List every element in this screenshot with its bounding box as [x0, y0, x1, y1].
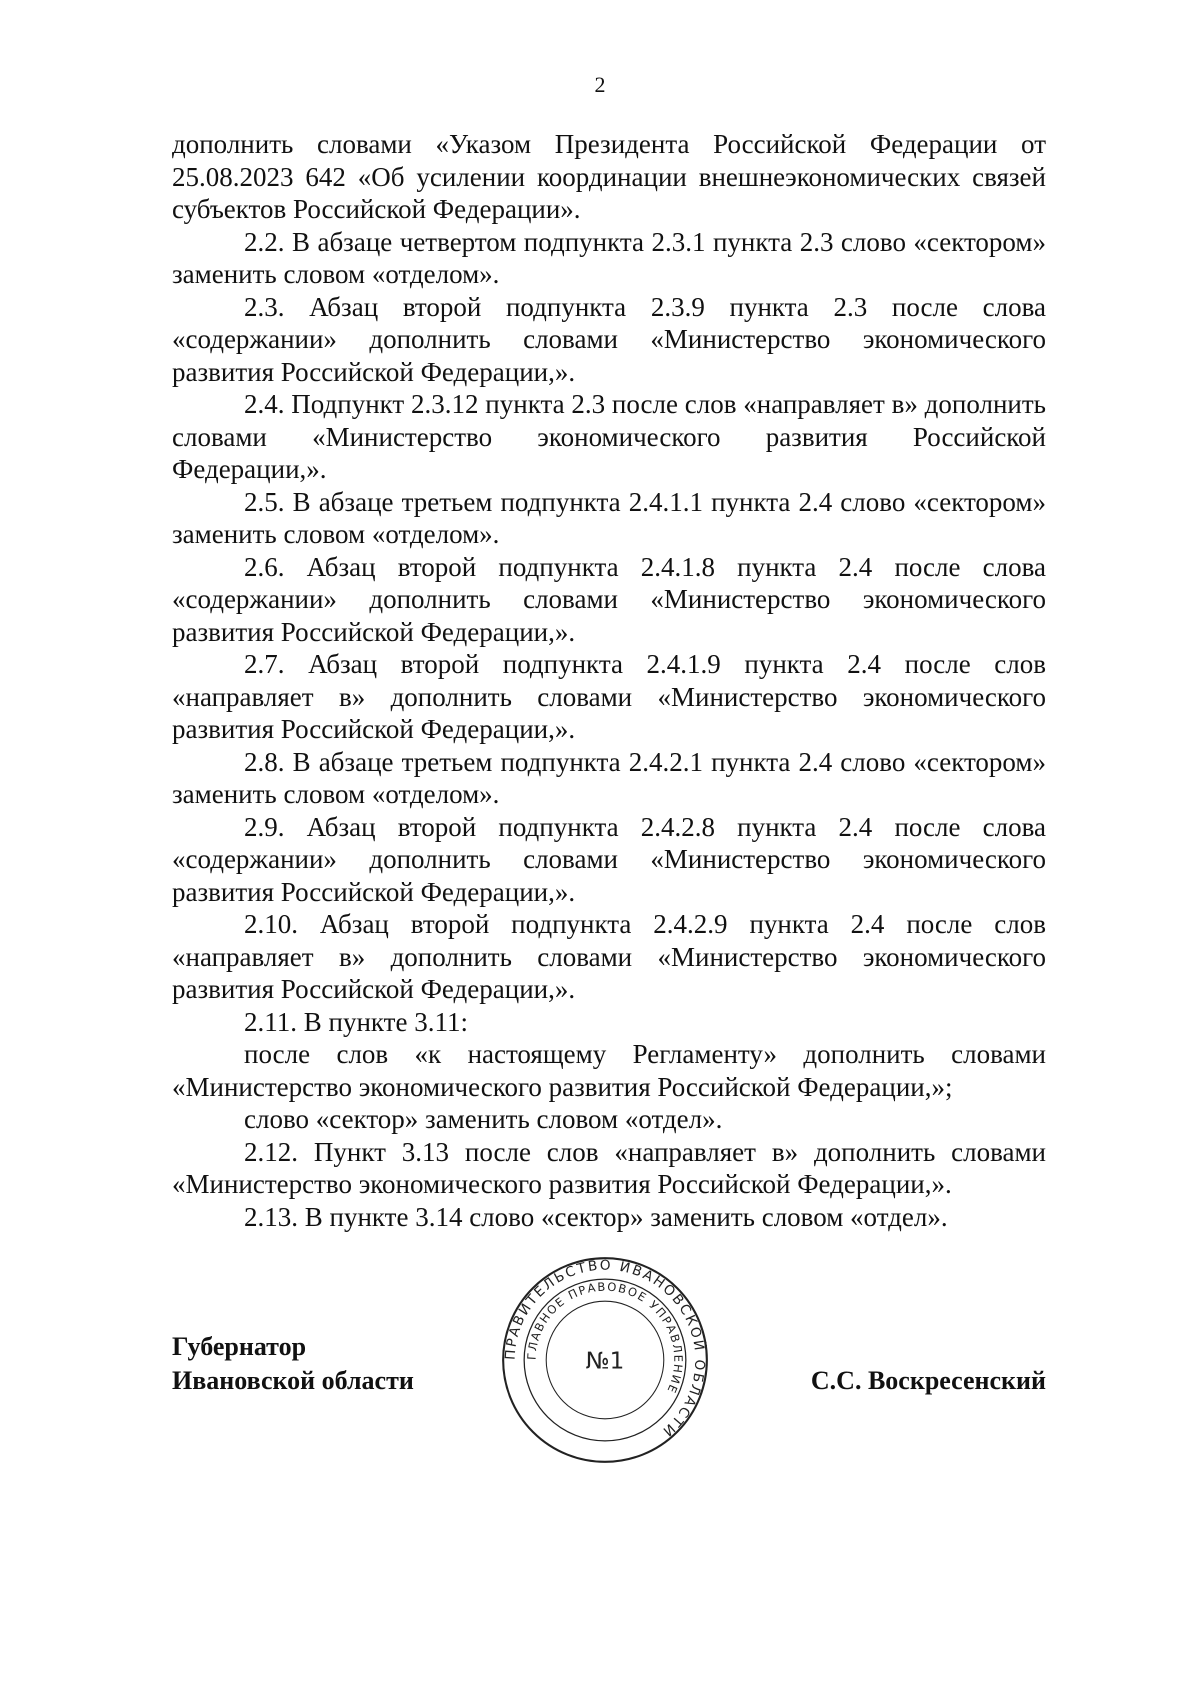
page-number: 2 [594, 72, 606, 97]
seal-inner-text: ГЛАВНОЕ ПРАВОВОЕ УПРАВЛЕНИЕ [524, 1279, 686, 1397]
paragraph: слово «сектор» заменить словом «отдел». [244, 1104, 723, 1134]
document-body [172, 128, 1046, 1233]
paragraph: 2.7. Абзац второй подпункта 2.4.1.9 пункта 2.4 после слов «направляет в» дополнить словами «Министерство экономического развития Российской Федерации,». [172, 649, 1046, 744]
position-line: Ивановской области [172, 1366, 414, 1395]
paragraph: 2.11. В пункте 3.11: [244, 1006, 468, 1037]
position-line: Губернатор [172, 1332, 307, 1361]
paragraph: 2.8. В абзаце третьем подпункта 2.4.2.1 пункта 2.4 слово «сектором» заменить словом «отделом». [172, 746, 1046, 809]
paragraph: 2.5. В абзаце третьем подпункта 2.4.1.1 пункта 2.4 слово «сектором» заменить словом «отделом». [172, 486, 1046, 549]
seal-number: №1 [585, 1348, 625, 1375]
paragraph: 2.6. Абзац второй подпункта 2.4.1.8 пункта 2.4 после слова «содержании» дополнить словами «Министерство экономического развития Российской Федерации,». [172, 551, 1046, 647]
seal-outer-text: ПРАВИТЕЛЬСТВО ИВАНОВСКОЙ ОБЛАСТИ [502, 1257, 708, 1441]
paragraph: 2.4. Подпункт 2.3.12 пункта 2.3 после слов «направляет в» дополнить словами «Министерство экономического развития Российской Федерации,». [172, 389, 1046, 484]
paragraph: 2.13. В пункте 3.14 слово «сектор» заменить словом «отдел». [244, 1201, 948, 1232]
paragraph: 2.12. Пункт 3.13 после слов «направляет в» дополнить словами «Министерство экономического развития Российской Федерации,». [172, 1136, 1046, 1199]
signatory-name: С.С. Воскресенский [810, 1366, 1046, 1395]
official-seal [500, 1255, 710, 1465]
paragraph: 2.10. Абзац второй подпункта 2.4.2.9 пункта 2.4 после слов «направляет в» дополнить словами «Министерство экономического развития Российской Федерации,». [172, 909, 1046, 1004]
paragraph: после слов «к настоящему Регламенту» дополнить словами «Министерство экономического развития Российской Федерации,»; [172, 1039, 1046, 1102]
paragraph: 2.9. Абзац второй подпункта 2.4.2.8 пункта 2.4 после слова «содержании» дополнить словами «Министерство экономического развития Российской Федерации,». [172, 811, 1046, 907]
paragraph: дополнить словами «Указом Президента Российской Федерации от 25.08.2023 642 «Об усилении координации внешнеэкономических связей субъектов Российской Федерации». [172, 129, 1046, 224]
paragraph: 2.3. Абзац второй подпункта 2.3.9 пункта 2.3 после слова «содержании» дополнить словами «Министерство экономического развития Российской Федерации,». [172, 291, 1046, 387]
signature-block [172, 1257, 1046, 1500]
signatory-position [172, 1330, 414, 1398]
paragraph: 2.2. В абзаце четвертом подпункта 2.3.1 пункта 2.3 слово «сектором» заменить словом «отделом». [172, 226, 1046, 289]
